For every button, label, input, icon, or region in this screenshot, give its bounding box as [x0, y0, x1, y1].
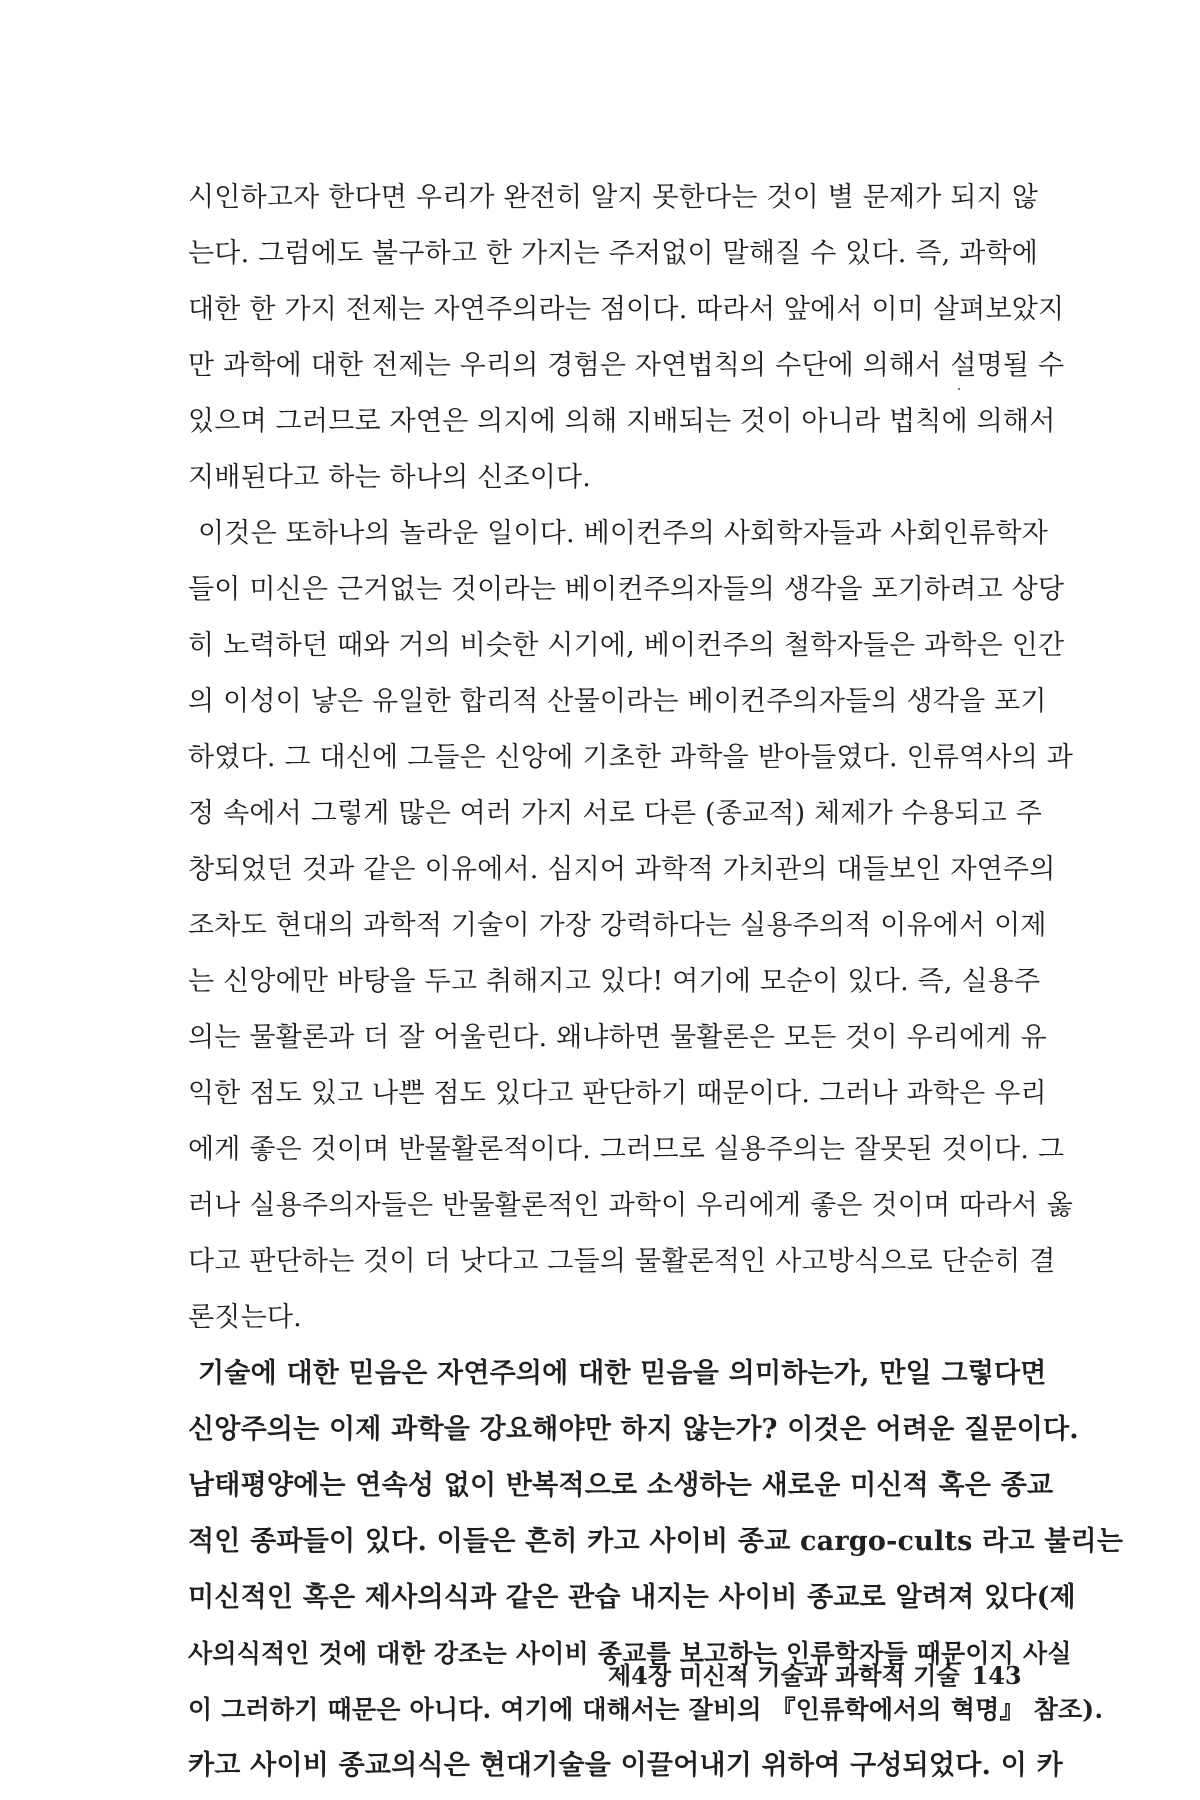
text-line: 카고 사이비 종교의식은 현대기술을 이끌어내기 위하여 구성되었다. 이 카 — [188, 1750, 1063, 1781]
text-line: 정 속에서 그렇게 많은 여러 가지 서로 다른 (종교적) 체제가 수용되고 주 — [188, 798, 1042, 829]
text-line: 신앙주의는 이제 과학을 강요해야만 하지 않는가? 이것은 어려운 질문이다. — [188, 1414, 1079, 1445]
text-line: 익한 점도 있고 나쁜 점도 있다고 판단하기 때문이다. 그러나 과학은 우리 — [188, 1078, 1047, 1109]
text-line: 에게 좋은 것이며 반물활론적이다. 그러므로 실용주의는 잘못된 것이다. 그 — [188, 1134, 1065, 1165]
text-line: 의는 물활론과 더 잘 어울린다. 왜냐하면 물활론은 모든 것이 우리에게 유 — [188, 1022, 1047, 1053]
body-text — [188, 170, 1124, 1794]
text-line: 론짓는다. — [188, 1302, 302, 1333]
chapter-title: 제4장 미신적 기술과 과학적 기술 — [608, 1661, 960, 1690]
scan-speck — [958, 388, 960, 390]
text-line: 히 노력하던 때와 거의 비슷한 시기에, 베이컨주의 철학자들은 과학은 인간 — [188, 630, 1065, 661]
text-line: 적인 종파들이 있다. 이들은 흔히 카고 사이비 종교 cargo-cults 라고 불리는 — [188, 1526, 1124, 1557]
text-line: 는다. 그럼에도 불구하고 한 가지는 주저없이 말해질 수 있다. 즉, 과학에 — [188, 238, 1039, 269]
text-line: 미신적인 혹은 제사의식과 같은 관습 내지는 사이비 종교로 알려져 있다(제 — [188, 1582, 1076, 1613]
text-line: 만 과학에 대한 전제는 우리의 경험은 자연법칙의 수단에 의해서 설명될 수 — [188, 350, 1065, 381]
text-line: 조차도 현대의 과학적 기술이 가장 강력하다는 실용주의적 이유에서 이제 — [188, 910, 1047, 941]
text-line: 러나 실용주의자들은 반물활론적인 과학이 우리에게 좋은 것이며 따라서 옳 — [188, 1190, 1074, 1221]
running-footer — [608, 1656, 1022, 1696]
text-line: 기술에 대한 믿음은 자연주의에 대한 믿음을 의미하는가, 만일 그렇다면 — [198, 1358, 1047, 1389]
text-line: 의 이성이 낳은 유일한 합리적 산물이라는 베이컨주의자들의 생각을 포기 — [188, 686, 1047, 717]
text-line: 다고 판단하는 것이 더 낫다고 그들의 물활론적인 사고방식으로 단순히 결 — [188, 1246, 1056, 1277]
text-line: 사의식적인 것에 대한 강조는 사이비 종교를 보고하는 인류학자들 때문이지 사실 — [188, 1639, 1072, 1668]
text-line: 지배된다고 하는 하나의 신조이다. — [188, 462, 592, 493]
text-line: 는 신앙에만 바탕을 두고 취해지고 있다! 여기에 모순이 있다. 즉, 실용주 — [188, 966, 1041, 997]
text-line: 시인하고자 한다면 우리가 완전히 알지 못한다는 것이 별 문제가 되지 않 — [188, 182, 1039, 213]
text-line: 하였다. 그 대신에 그들은 신앙에 기초한 과학을 받아들였다. 인류역사의 과 — [188, 742, 1074, 773]
text-line: 창되었던 것과 같은 이유에서. 심지어 과학적 가치관의 대들보인 자연주의 — [188, 854, 1056, 885]
text-line: 대한 한 가지 전제는 자연주의라는 점이다. 따라서 앞에서 이미 살펴보았지 — [188, 294, 1065, 325]
text-line: 들이 미신은 근거없는 것이라는 베이컨주의자들의 생각을 포기하려고 상당 — [188, 574, 1065, 605]
page-number: 143 — [971, 1661, 1022, 1690]
text-line: 있으며 그러므로 자연은 의지에 의해 지배되는 것이 아니라 법칙에 의해서 — [188, 406, 1056, 437]
text-line: 남태평양에는 연속성 없이 반복적으로 소생하는 새로운 미신적 혹은 종교 — [188, 1470, 1054, 1501]
text-line: 이것은 또하나의 놀라운 일이다. 베이컨주의 사회학자들과 사회인류학자 — [198, 518, 1048, 549]
text-line: 이 그러하기 때문은 아니다. 여기에 대해서는 잘비의 『인류학에서의 혁명』 참조). — [188, 1695, 1104, 1724]
